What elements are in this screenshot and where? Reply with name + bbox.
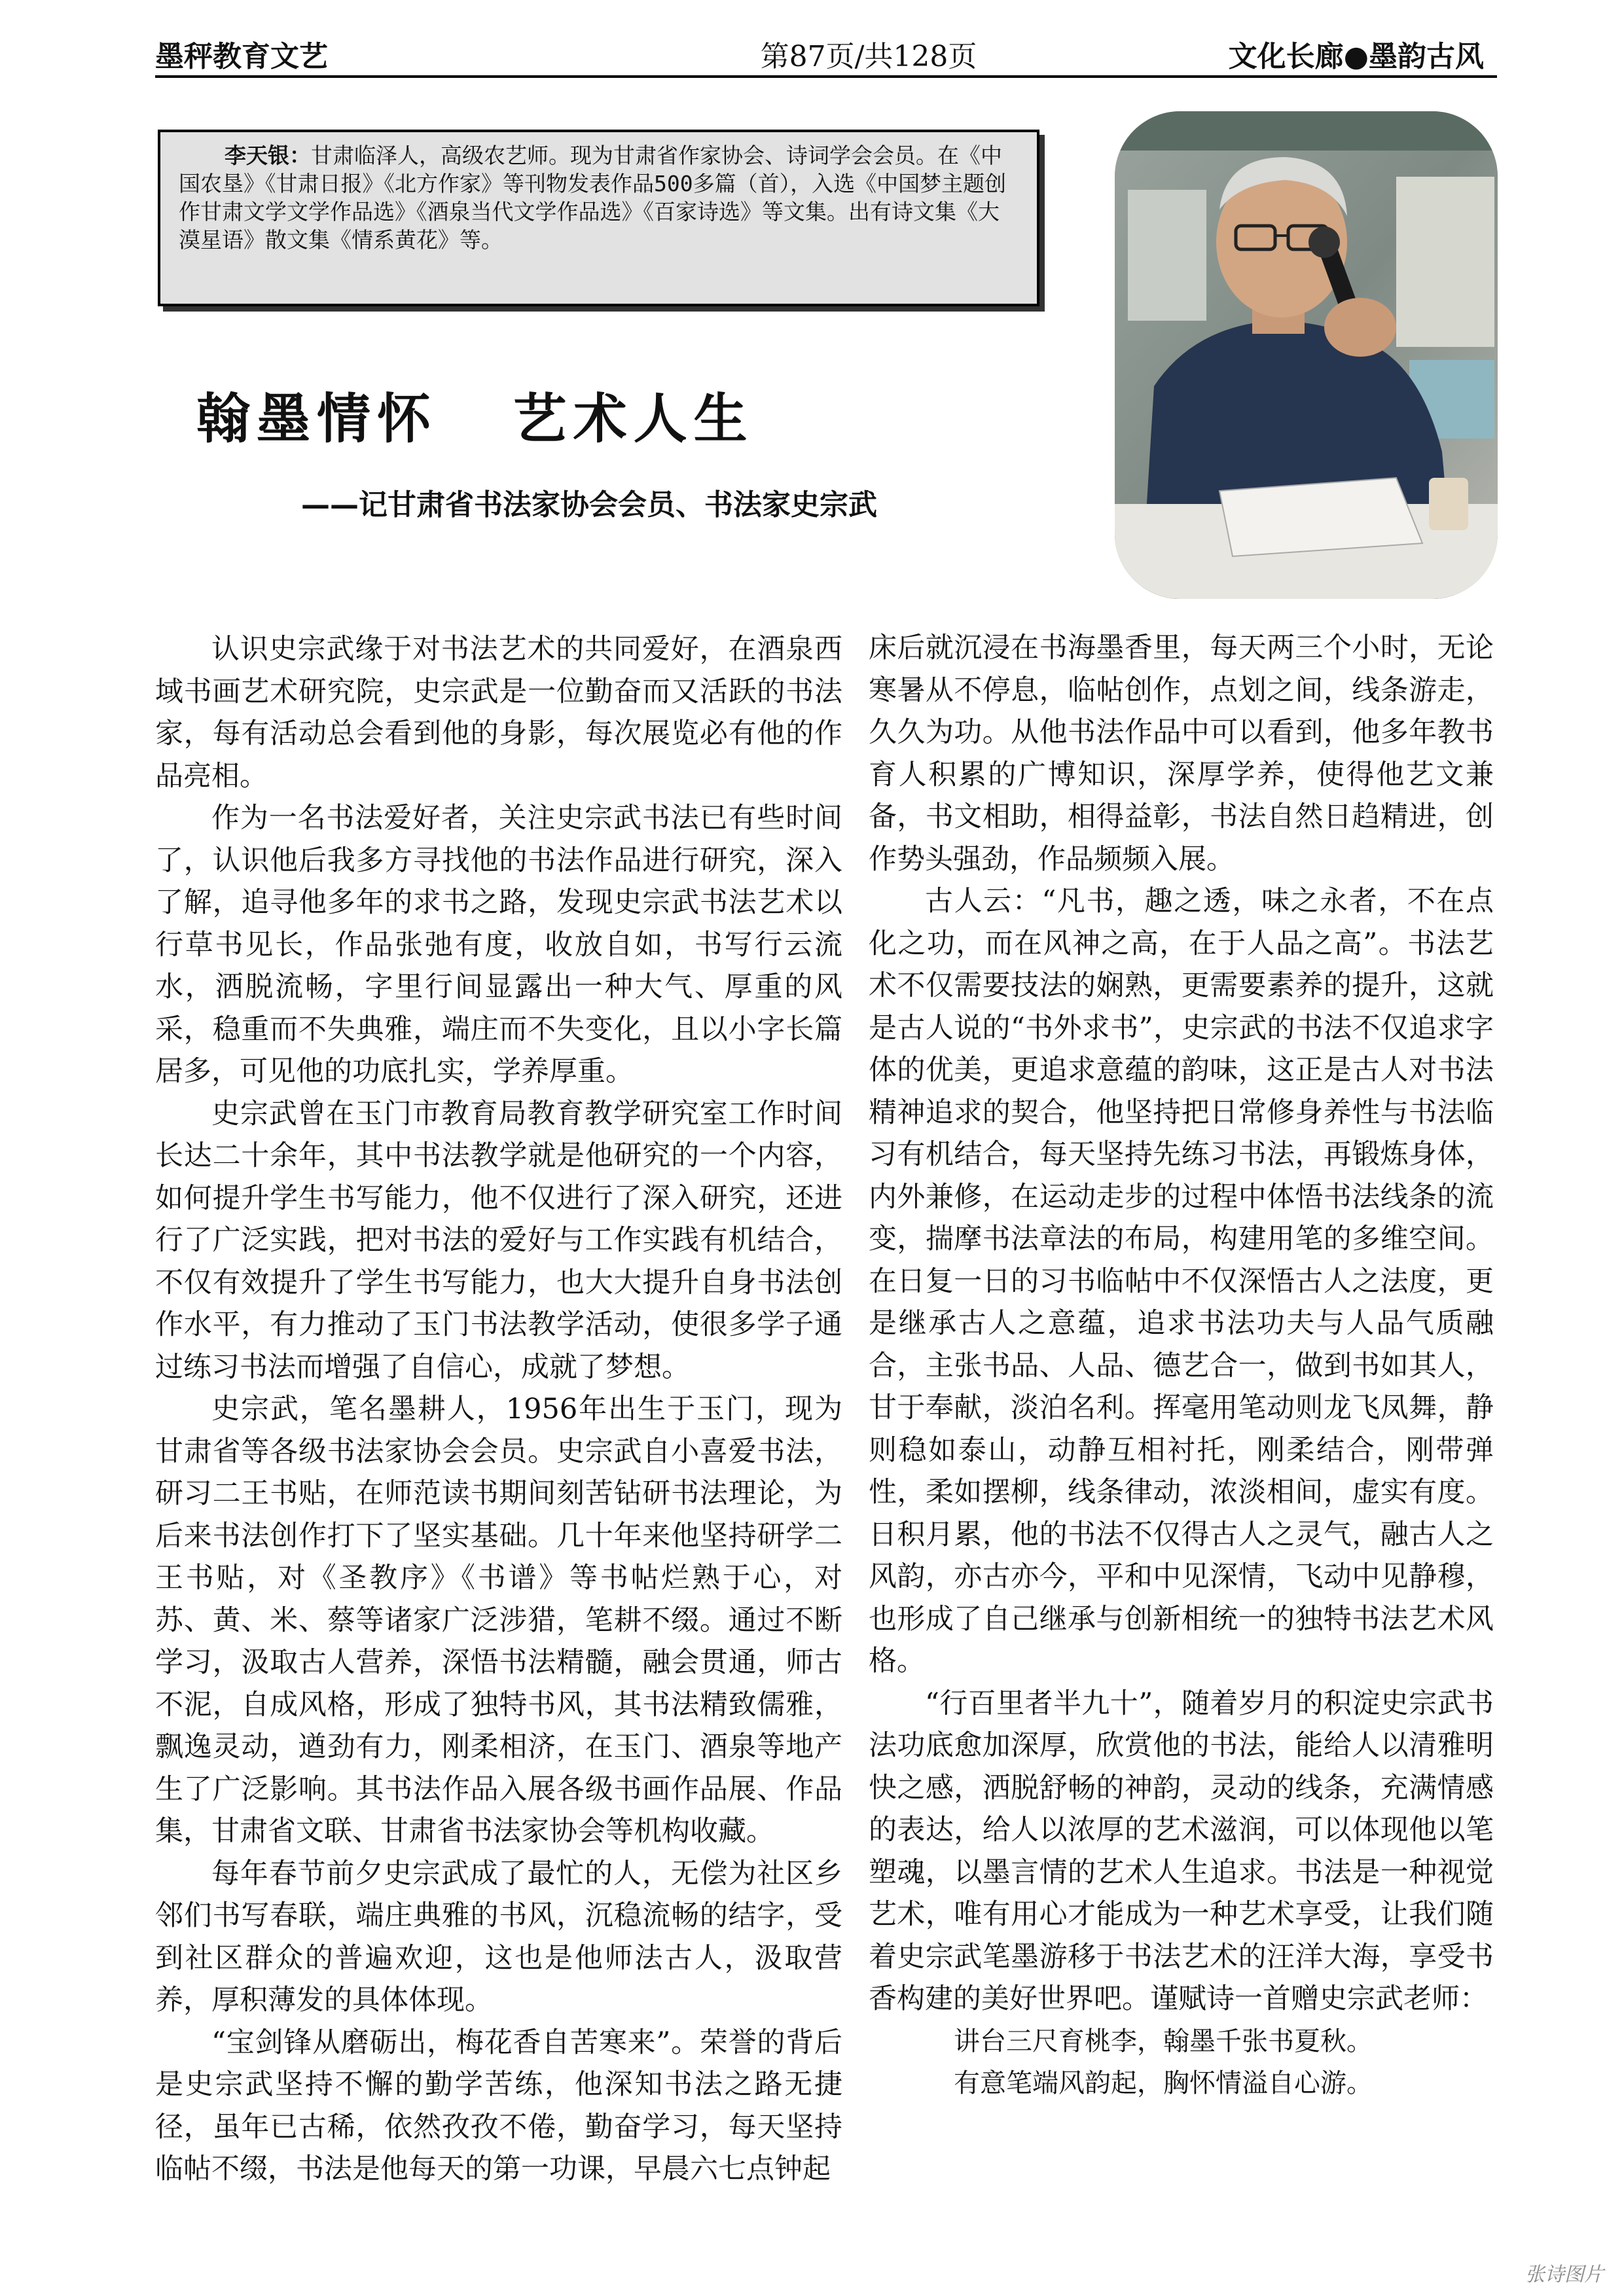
portrait-photo-icon [1115, 111, 1498, 599]
paragraph: 古人云：“凡书，趣之透，味之永者，不在点化之功，而在风神之高，在于人品之高”。书法艺术不仅需要技法的娴熟，更需要素养的提升，这就是古人说的“书外求书”，史宗武的书法不仅追求字体的优美，更追求意蕴的韵味，这正是古人对书法精神追求的契合，他坚持把日常修身养性与书法临习有机结合，每天坚持先练习书法，再锻炼身体，内外兼修，在运动走步的过程中体悟书法线条的流变，揣摩书法章法的布局，构建用笔的多维空间。在日复一日的习书临帖中不仅深悟古人之法度，更是继承古人之意蕴，追求书法功夫与人品气质融合，主张书品、人品、德艺合一，做到书如其人，甘于奉献，淡泊名利。挥毫用笔动则龙飞凤舞，静则稳如泰山，动静互相衬托，刚柔结合，刚带弹性，柔如摆柳，线条律动，浓淡相间，虚实有度。日积月累，他的书法不仅得古人之灵气，融古人之风韵，亦古亦今，平和中见深情，飞动中见静穆，也形成了自己继承与创新相统一的独特书法艺术风格。 [869, 885, 1494, 1677]
paragraph: 史宗武曾在玉门市教育局教育教学研究室工作时间长达二十余年，其中书法教学就是他研究的一个内容，如何提升学生书写能力，他不仅进行了深入研究，还进行了广泛实践，把对书法的爱好与工作实践有机结合，不仅有效提升了学生书写能力，也大大提升自身书法创作水平，有力推动了玉门书法教学活动，使很多学子通过练习书法而增强了自信心，成就了梦想。 [155, 1097, 842, 1384]
watermark: 张诗图片 [1525, 2263, 1604, 2286]
poem-line: 有意笔端风韵起，胸怀情溢自心游。 [954, 2068, 1373, 2098]
paragraph: “宝剑锋从磨砺出，梅花香自苦寒来”。荣誉的背后是史宗武坚持不懈的勤学苦练，他深知书法之路无捷径，虽年已古稀，依然孜孜不倦，勤奋学习，每天坚持临帖不缀，书法是他每天的第一功课，早晨六七点钟起 [155, 2026, 842, 2185]
paragraph: 每年春节前夕史宗武成了最忙的人，无偿为社区乡邻们书写春联，端庄典雅的书风，沉稳流畅的结字，受到社区群众的普遍欢迎，这也是他师法古人，汲取营养，厚积薄发的具体体现。 [155, 1857, 842, 2017]
magazine-name: 墨秤教育文艺 [155, 40, 328, 73]
article-column-right [869, 627, 1494, 2105]
paragraph: 作为一名书法爱好者，关注史宗武书法已有些时间了，认识他后我多方寻找他的书法作品进行研究，深入了解，追寻他多年的求书之路，发现史宗武书法艺术以行草书见长，作品张弛有度，收放自如，书写行云流水，洒脱流畅，字里行间显露出一种大气、厚重的风采，稳重而不失典雅，端庄而不失变化，且以小字长篇居多，可见他的功底扎实，学养厚重。 [155, 802, 842, 1088]
paragraph-continuation: 床后就沉浸在书海墨香里，每天两三个小时，无论寒暑从不停息，临帖创作，点划之间，线条游走，久久为功。从他书法作品中可以看到，他多年教书育人积累的广博知识，深厚学养，使得他艺文兼备，书文相助，相得益彰，书法自然日趋精进，创作势头强劲，作品频频入展。 [869, 632, 1494, 876]
page-number: 第87页/共128页 [760, 40, 977, 73]
article-subtitle: ——记甘肃省书法家协会会员、书法家史宗武 [301, 488, 877, 522]
paragraph: “行百里者半九十”，随着岁月的积淀史宗武书法功底愈加深厚，欣赏他的书法，能给人以清雅明快之感，洒脱舒畅的神韵，灵动的线条，充满情感的表达，给人以浓厚的艺术滋润，可以体现他以笔塑魂，以墨言情的艺术人生追求。书法是一种视觉艺术，唯有用心才能成为一种艺术享受，让我们随着史宗武笔墨游移于书法艺术的汪洋大海，享受书香构建的美好世界吧。谨赋诗一首赠史宗武老师： [869, 1687, 1494, 2015]
author-bio-text: 甘肃临泽人，高级农艺师。现为甘肃省作家协会、诗词学会会员。在《中国农垦》《甘肃日报》《北方作家》等刊物发表作品500多篇（首），入选《中国梦主题创作甘肃文学文学作品选》《酒泉当代文学作品选》《百家诗选》等文集。出有诗文集《大漠星语》散文集《情系黄花》等。 [179, 143, 1007, 253]
article-column-left [155, 628, 842, 2191]
header-divider [155, 75, 1497, 78]
author-portrait-photo [1115, 111, 1498, 599]
article-title: 翰墨情怀 艺术人生 [196, 388, 754, 450]
author-bio-box [158, 130, 1039, 306]
author-name: 李天银： [225, 143, 311, 168]
page-header [155, 26, 1484, 73]
paragraph: 认识史宗武缘于对书法艺术的共同爱好，在酒泉西域书画艺术研究院，史宗武是一位勤奋而又活跃的书法家，每有活动总会看到他的身影，每次展览必有他的作品亮相。 [155, 633, 842, 793]
paragraph: 史宗武，笔名墨耕人，1956年出生于玉门，现为甘肃省等各级书法家协会会员。史宗武自小喜爱书法，研习二王书贴，在师范读书期间刻苦钻研书法理论，为后来书法创作打下了坚实基础。几十年来他坚持研学二王书贴，对《圣教序》《书谱》等书帖烂熟于心，对苏、黄、米、蔡等诸家广泛涉猎，笔耕不缀。通过不断学习，汲取古人营养，深悟书法精髓，融会贯通，师古不泥，自成风格，形成了独特书风，其书法精致儒雅，飘逸灵动，遒劲有力，刚柔相济，在玉门、酒泉等地产生了广泛影响。其书法作品入展各级书画作品展、作品集，甘肃省文联、甘肃省书法家协会等机构收藏。 [155, 1393, 842, 1848]
poem-line: 讲台三尺育桃李，翰墨千张书夏秋。 [954, 2026, 1373, 2056]
section-name: 文化长廊●墨韵古风 [1228, 40, 1484, 73]
